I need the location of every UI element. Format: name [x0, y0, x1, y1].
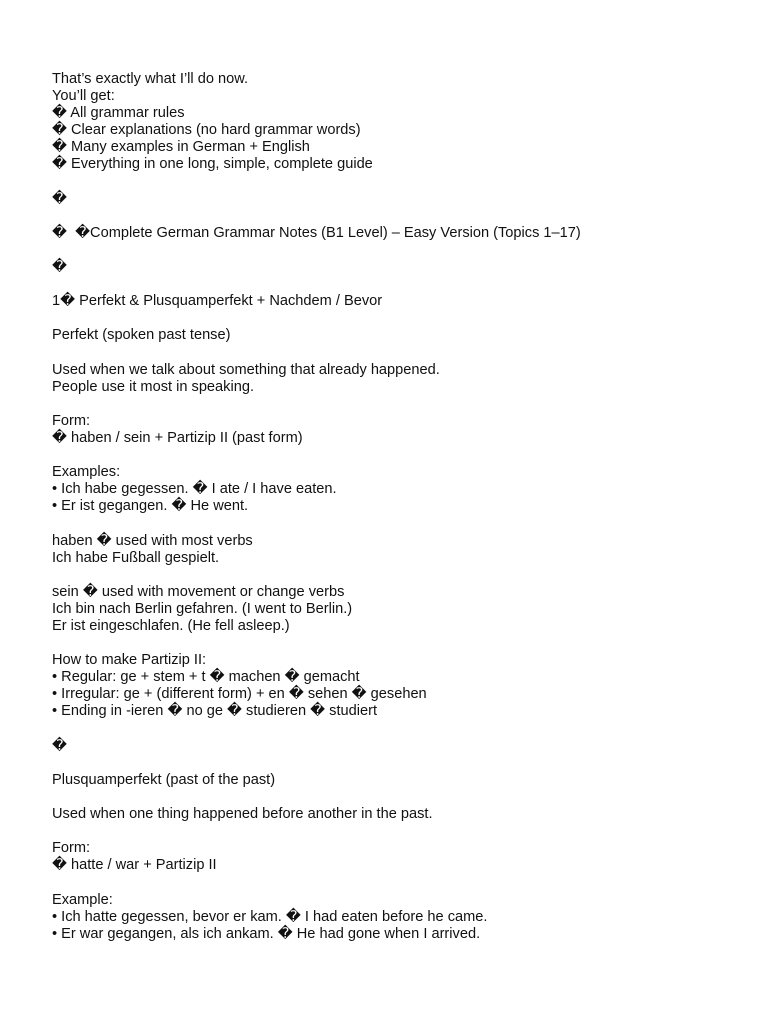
text-line: Examples:	[52, 464, 121, 481]
text-line: Plusquamperfekt (past of the past)	[52, 771, 276, 788]
text-line: Used when one thing happened before another in the past.	[52, 806, 433, 823]
text-line: Perfekt (spoken past tense)	[52, 327, 231, 344]
text-line: haben � used with most verbs	[52, 532, 253, 549]
text-line: • Ich habe gegessen. � I ate / I have eaten.	[52, 481, 337, 498]
text-line: Ich bin nach Berlin gefahren. (I went to Berlin.)	[52, 600, 353, 617]
text-line: You’ll get:	[52, 88, 115, 105]
blank-line	[52, 515, 742, 532]
text-line: How to make Partizip II:	[52, 652, 207, 669]
text-line: � Many examples in German + English	[52, 139, 310, 156]
text-line: • Ending in -ieren � no ge � studieren � studiert	[52, 703, 378, 720]
blank-line	[52, 567, 742, 584]
text-line: 1� Perfekt & Plusquamperfekt + Nachdem / Bevor	[52, 293, 383, 310]
document-page	[52, 71, 742, 943]
blank-line	[52, 345, 742, 362]
text-line: • Er war gegangen, als ich ankam. � He had gone when I arrived.	[52, 925, 481, 942]
blank-line	[52, 635, 742, 652]
text-line: Used when we talk about something that already happened.	[52, 361, 440, 378]
text-line: � haben / sein + Partizip II (past form)	[52, 429, 303, 446]
blank-line	[52, 276, 742, 293]
blank-line	[52, 823, 742, 840]
text-line: • Ich hatte gegessen, bevor er kam. � I had eaten before he came.	[52, 908, 488, 925]
text-line: That’s exactly what I’ll do now.	[52, 71, 249, 87]
text-line: � Everything in one long, simple, complete guide	[52, 156, 373, 173]
text-line: Ich habe Fußball gespielt.	[52, 549, 220, 566]
blank-line	[52, 721, 742, 738]
blank-line	[52, 242, 742, 259]
blank-line	[52, 208, 742, 225]
text-line: • Irregular: ge + (different form) + en � sehen � gesehen	[52, 686, 427, 703]
text-line: • Regular: ge + stem + t � machen � gemacht	[52, 669, 360, 686]
text-line: Form:	[52, 412, 91, 429]
text-line: � Clear explanations (no hard grammar words)	[52, 122, 361, 139]
text-line: People use it most in speaking.	[52, 378, 254, 395]
text-line: � hatte / war + Partizip II	[52, 857, 217, 874]
text-line: Er ist eingeschlafen. (He fell asleep.)	[52, 618, 290, 634]
text-line: �	[52, 259, 67, 276]
text-line: �	[52, 190, 67, 207]
blank-line	[52, 755, 742, 772]
blank-line	[52, 447, 742, 464]
text-line: • Er ist gegangen. � He went.	[52, 498, 249, 515]
blank-line	[52, 174, 742, 191]
text-line: � �Complete German Grammar Notes (B1 Level) – Easy Version (Topics 1–17)	[52, 224, 581, 241]
blank-line	[52, 874, 742, 891]
text-line: � All grammar rules	[52, 105, 185, 122]
text-line: Form:	[52, 840, 91, 857]
text-line: �	[52, 737, 67, 754]
blank-line	[52, 310, 742, 327]
blank-line	[52, 789, 742, 806]
text-line: Example:	[52, 891, 113, 908]
text-line: sein � used with movement or change verbs	[52, 583, 345, 600]
blank-line	[52, 396, 742, 413]
